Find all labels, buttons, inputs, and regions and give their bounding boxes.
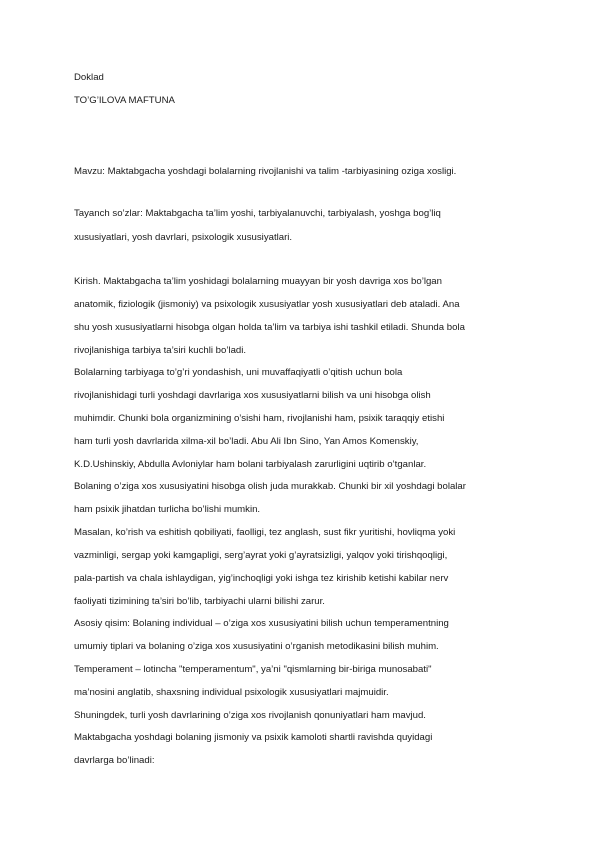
body-line-2: anatomik, fiziologik (jismoniy) va psixologik xususiyatlar yosh xususiyatlari deb ataladi. Ana bbox=[74, 299, 460, 310]
body-line-21: Maktabgacha yoshdagi bolaning jismoniy va psixik kamoloti shartli ravishda quyidagi bbox=[74, 732, 433, 743]
keywords-line-2: xususiyatlari, yosh davrlari, psixologik xususiyatlari. bbox=[74, 232, 293, 243]
body-line-15: faoliyati tizimining ta’siri bo’lib, tarbiyachi ularni bilishi zarur. bbox=[74, 596, 325, 607]
topic-line: Mavzu: Maktabgacha yoshdagi bolalarning rivojlanishi va talim -tarbiyasining oziga xosligi. bbox=[74, 166, 457, 177]
body-line-1: Kirish. Maktabgacha ta’lim yoshidagi bolalarning muayyan bir yosh davriga xos bo’lgan bbox=[74, 276, 442, 287]
body-line-4: rivojlanishiga tarbiya ta’siri kuchli bo’ladi. bbox=[74, 345, 247, 356]
body-line-9: K.D.Ushinskiy, Abdulla Avloniylar ham bolani tarbiyalash zarurligini uqtirib o’tganlar. bbox=[74, 459, 427, 470]
body-line-19: ma’nosini anglatib, shaxsning individual psixologik xususiyatlari majmuidir. bbox=[74, 687, 389, 698]
body-line-7: muhimdir. Chunki bola organizmining o’sishi ham, rivojlanishi ham, psixik taraqqiy etishi bbox=[74, 413, 445, 424]
body-line-17: umumiy tiplari va bolaning o’ziga xos xususiyatini o’rganish metodikasini bilish muhim. bbox=[74, 641, 439, 652]
body-line-18: Temperament – lotincha "temperamentum", ya’ni "qismlarning bir-biriga munosabati" bbox=[74, 664, 432, 675]
author-name: TO’G’ILOVA MAFTUNA bbox=[74, 95, 175, 106]
body-line-22: davrlarga bo’linadi: bbox=[74, 755, 155, 766]
body-line-6: rivojlanishidagi turli yoshdagi davrlariga xos xususiyatlarni bilish va uni hisobga olish bbox=[74, 390, 431, 401]
keywords-line-1: Tayanch so’zlar: Maktabgacha ta’lim yoshi, tarbiyalanuvchi, tarbiyalash, yoshga bog’liq bbox=[74, 208, 441, 219]
body-line-5: Bolalarning tarbiyaga to’g’ri yondashish, uni muvaffaqiyatli o’qitish uchun bola bbox=[74, 367, 403, 378]
body-line-3: shu yosh xususiyatlarni hisobga olgan holda ta’lim va tarbiya ishi tashkil etiladi. Shunda bola bbox=[74, 322, 465, 333]
body-line-8: ham turli yosh davrlarida xilma-xil bo’ladi. Abu Ali Ibn Sino, Yan Amos Komenskiy, bbox=[74, 436, 419, 447]
body-line-10: Bolaning o’ziga xos xususiyatini hisobga olish juda murakkab. Chunki bir xil yoshdagi bolalar bbox=[74, 481, 466, 492]
body-line-16: Asosiy qisim: Bolaning individual – o’ziga xos xususiyatini bilish uchun temperamentning bbox=[74, 618, 449, 629]
body-line-12: Masalan, ko’rish va eshitish qobiliyati, faolligi, tez anglash, sust fikr yuritishi, hovliqma yoki bbox=[74, 527, 456, 538]
body-line-20: Shuningdek, turli yosh davrlarining o’ziga xos rivojlanish qonuniyatlari ham mavjud. bbox=[74, 710, 426, 721]
body-line-11: ham psixik jihatdan turlicha bo’lishi mumkin. bbox=[74, 504, 261, 515]
body-line-14: pala-partish va chala ishlaydigan, yig’inchoqligi yoki ishga tez kirishib ketishi kabilar nerv bbox=[74, 573, 449, 584]
doc-label: Doklad bbox=[74, 72, 104, 83]
body-line-13: vazminligi, sergap yoki kamgapligi, serg’ayrat yoki g’ayratsizligi, yalqov yoki tirishqoqligi, bbox=[74, 550, 448, 561]
